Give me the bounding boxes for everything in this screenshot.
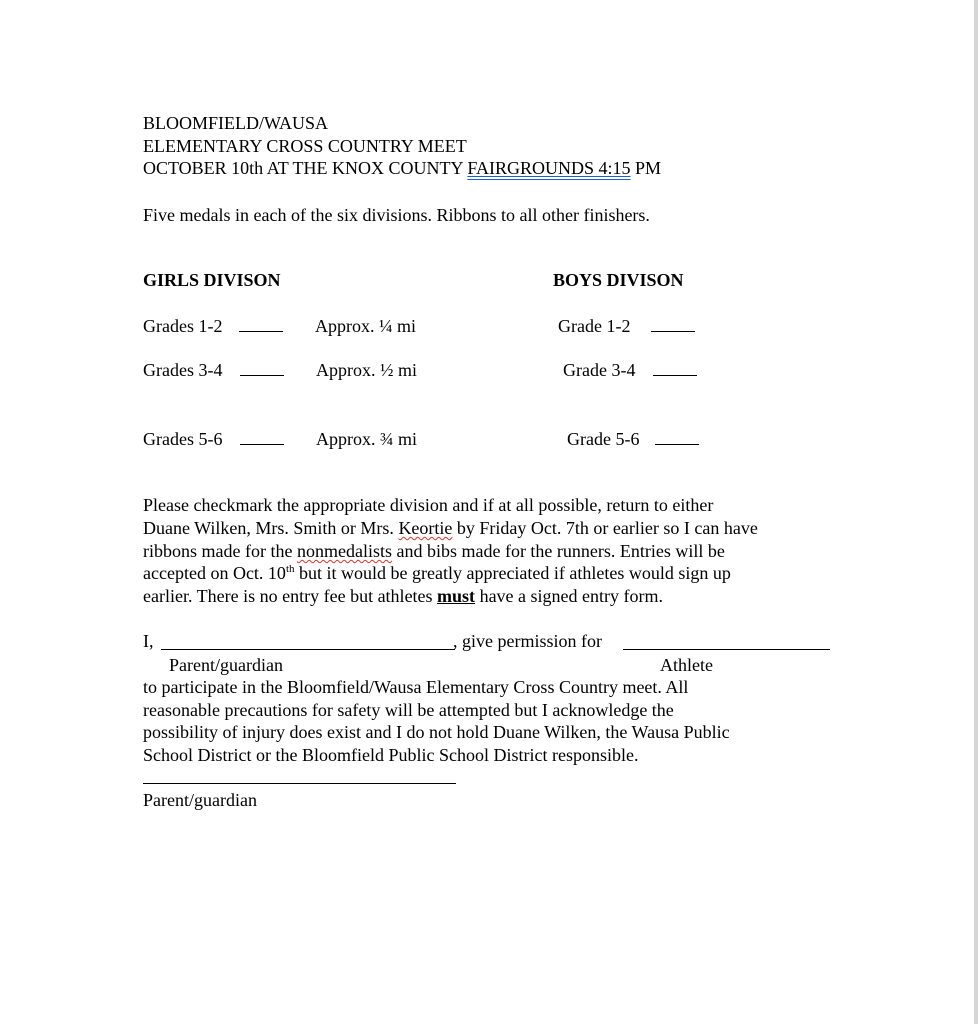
header-line-2: ELEMENTARY CROSS COUNTRY MEET (143, 136, 467, 156)
permission-give-text: , give permission for (453, 631, 602, 651)
girls-grade-label: Grades 3-4 (143, 360, 223, 380)
signature-blank[interactable] (143, 783, 456, 784)
boys-grade-label: Grade 3-4 (563, 360, 636, 380)
girls-grade-1-2-blank[interactable] (239, 315, 283, 337)
page-edge-shadow (974, 0, 978, 1024)
boys-grade-label: Grade 5-6 (567, 429, 640, 449)
instructions-line: Please checkmark the appropriate division and if at all possible, return to either (143, 495, 714, 515)
parent-name-blank[interactable] (161, 649, 455, 650)
permission-paragraph-line: possibility of injury does exist and I do not hold Duane Wilken, the Wausa Public (143, 722, 730, 742)
emphasis-must: must (437, 586, 476, 606)
permission-paragraph-line: to participate in the Bloomfield/Wausa Elementary Cross Country meet. All (143, 677, 689, 697)
girls-grade-5-6-blank[interactable] (240, 428, 284, 450)
girls-grade-3-4-blank[interactable] (240, 359, 284, 381)
intro-text: Five medals in each of the six divisions. Ribbons to all other finishers. (143, 205, 650, 225)
parent-guardian-caption: Parent/guardian (169, 655, 283, 675)
girls-grade-label: Grades 1-2 (143, 316, 223, 336)
boys-division-heading: BOYS DIVISON (553, 270, 684, 290)
boys-grade-label: Grade 1-2 (558, 316, 631, 336)
girls-distance-label: Approx. ¼ mi (315, 316, 416, 336)
boys-grade-3-4-blank[interactable] (653, 359, 697, 381)
signature-caption: Parent/guardian (143, 790, 257, 810)
header-line-3: OCTOBER 10th AT THE KNOX COUNTY FAIRGROUNDS 4:15 PM (143, 158, 662, 178)
boys-grade-1-2-blank[interactable] (651, 315, 695, 337)
spellcheck-flagged-word: nonmedalists (296, 541, 392, 561)
spellcheck-flagged-word: Keortie (398, 518, 453, 538)
girls-division-heading: GIRLS DIVISON (143, 270, 281, 290)
girls-distance-label: Approx. ½ mi (316, 360, 417, 380)
instructions-line: ribbons made for the nonmedalists and bibs made for the runners. Entries will be (143, 541, 725, 561)
girls-grade-label: Grades 5-6 (143, 429, 223, 449)
permission-paragraph-line: School District or the Bloomfield Public School District responsible. (143, 745, 639, 765)
permission-paragraph-line: reasonable precautions for safety will be attempted but I acknowledge the (143, 700, 674, 720)
grammar-flagged-text: FAIRGROUNDS 4:15 (467, 158, 631, 178)
instructions-line: Duane Wilken, Mrs. Smith or Mrs. Keortie by Friday Oct. 7th or earlier so I can have (143, 518, 758, 538)
boys-grade-5-6-blank[interactable] (655, 428, 699, 450)
athlete-caption: Athlete (660, 655, 713, 675)
permission-i-label: I, (143, 631, 154, 651)
header-line-1: BLOOMFIELD/WAUSA (143, 113, 329, 133)
instructions-line: accepted on Oct. 10th but it would be greatly appreciated if athletes would sign up (143, 563, 731, 583)
athlete-name-blank[interactable] (623, 649, 830, 650)
girls-distance-label: Approx. ¾ mi (316, 429, 417, 449)
instructions-line: earlier. There is no entry fee but athletes must have a signed entry form. (143, 586, 663, 606)
